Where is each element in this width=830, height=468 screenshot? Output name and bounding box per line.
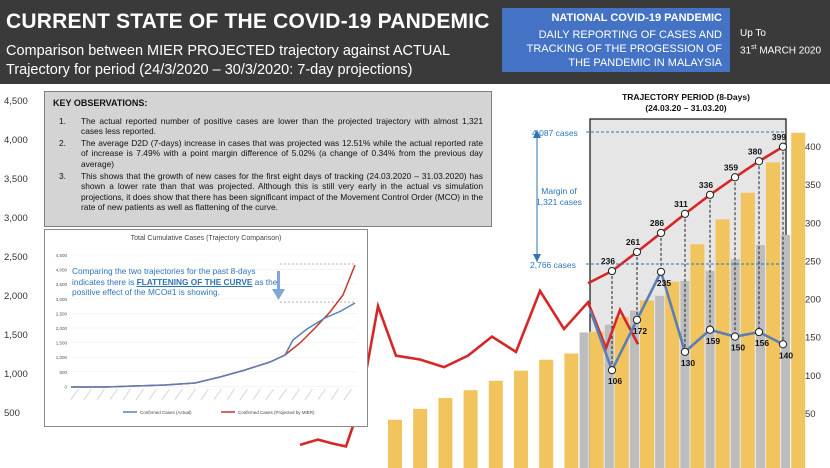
projected-marker — [681, 210, 688, 217]
up-to-label: Up To — [740, 28, 766, 39]
right-tick-label: 50 — [805, 408, 816, 420]
projected-marker — [633, 248, 640, 255]
projected-marker — [608, 267, 615, 274]
key-observations-box — [44, 91, 492, 227]
up-to-month: MARCH 2020 — [756, 45, 822, 57]
left-tick-label: 3,000 — [4, 213, 28, 224]
projected-data-label: 286 — [649, 217, 665, 228]
inset-x-tick — [175, 389, 182, 400]
inset-y-tick: 2,500 — [55, 311, 67, 317]
inset-note-pre: Comparing the two trajectories for the past 8-days indicates there is — [72, 266, 256, 287]
left-tick-label: 4,500 — [4, 96, 28, 107]
projected-marker — [755, 158, 762, 165]
inset-note — [72, 266, 278, 298]
projected-marker — [706, 191, 713, 198]
left-tick-label: 2,000 — [4, 291, 28, 302]
projected-cases-bar — [564, 354, 578, 468]
inset-x-tick — [292, 389, 299, 400]
inset-y-tick: 0 — [64, 384, 67, 390]
inset-x-tick — [240, 389, 247, 400]
left-tick-label: 1,500 — [4, 330, 28, 341]
observation-text: The actual reported number of positive cases are lower than the projected trajectory with almost 1,321 cases less reported. — [81, 116, 483, 137]
left-tick-label: 1,000 — [4, 369, 28, 380]
inset-title: Total Cumulative Cases (Trajectory Comparison) — [130, 235, 282, 242]
inset-y-tick: 500 — [59, 369, 67, 375]
inset-note-post: as the positive effect of the MCO#1 is showing. — [72, 276, 278, 297]
inset-trajectory-chart — [44, 229, 368, 427]
left-tick-label: 500 — [4, 408, 20, 419]
inset-x-tick — [149, 389, 156, 400]
right-tick-label: 350 — [805, 180, 821, 192]
up-to-suffix: st — [751, 44, 757, 51]
projected-marker — [657, 229, 664, 236]
right-tick-label: 100 — [805, 370, 821, 382]
actual-cases-bar — [580, 332, 589, 468]
projected-cases-bar — [791, 133, 805, 468]
inset-x-tick — [188, 389, 195, 400]
actual-data-label: 106 — [607, 376, 623, 387]
projected-data-label: 399 — [771, 131, 787, 142]
observation-text: The average D2D (7-days) increase in cases that was projected was 12.51% while the actual reported rate of increase is 7.49% with a point margin difference of 5.02% (a change of 0.34% from the previous day average) — [81, 138, 483, 169]
inset-x-tick — [279, 389, 286, 400]
actual-data-label: 172 — [632, 325, 648, 336]
subtitle-line-1: Comparison between MIER PROJECTED trajectory against ACTUAL — [6, 43, 451, 59]
projected-cases-bar — [590, 332, 604, 468]
actual-cases-bar — [731, 259, 740, 468]
margin-label: Margin of 1,321 cases — [536, 186, 582, 207]
right-tick-label: 150 — [805, 332, 821, 344]
actual-data-label: 156 — [754, 338, 770, 349]
left-axis — [4, 96, 28, 419]
actual-marker — [657, 268, 664, 275]
left-tick-label: 2,500 — [4, 252, 28, 263]
page-title: CURRENT STATE OF THE COVID-19 PANDEMIC — [6, 10, 490, 33]
actual-data-label: 130 — [680, 357, 696, 368]
observation-number: 2. — [59, 138, 66, 148]
inset-x-tick — [110, 389, 117, 400]
inset-actual-line — [71, 303, 355, 387]
inset-x-tick — [331, 389, 338, 400]
inset-x-tick — [201, 389, 208, 400]
projected-cases-bar — [388, 420, 402, 468]
actual-cases-bar — [756, 245, 765, 468]
actual-marker — [755, 328, 762, 335]
projected-cases-bar — [413, 409, 427, 468]
projected-data-label: 359 — [723, 162, 739, 173]
projected-marker — [731, 174, 738, 181]
subtitle-line-2: Trajectory for period (24/3/2020 – 30/3/2020: 7-day projections) — [6, 62, 413, 78]
projected-cases-bar — [741, 193, 755, 468]
actual-cases-bar — [655, 296, 664, 468]
right-tick-label: 400 — [805, 142, 821, 153]
actual-marker — [681, 348, 688, 355]
inset-y-tick: 4,000 — [55, 267, 67, 273]
inset-y-tick: 1,000 — [55, 355, 67, 361]
actual-data-label: 140 — [778, 350, 794, 361]
projected-marker — [779, 143, 786, 150]
observation-number: 1. — [59, 116, 66, 126]
inset-plot — [45, 230, 367, 426]
right-axis — [805, 142, 821, 420]
inset-x-tick — [344, 389, 351, 400]
projected-cases-bar — [464, 390, 478, 468]
inset-x-axis — [71, 389, 351, 400]
projected-cases-bar — [514, 371, 528, 468]
inset-x-tick — [71, 389, 78, 400]
inset-x-tick — [162, 389, 169, 400]
projected-cases-bar — [539, 360, 553, 468]
projected-cases-bar — [766, 162, 780, 468]
inset-x-tick — [84, 389, 91, 400]
projected-cases-bar — [690, 244, 704, 468]
right-tick-label: 300 — [805, 218, 821, 230]
projected-cases-bar — [438, 398, 452, 468]
up-to-day: 31 — [740, 45, 752, 57]
actual-marker — [731, 333, 738, 340]
inset-x-tick — [227, 389, 234, 400]
inset-note-emphasis: FLATTENING OF THE CURVE — [136, 276, 253, 287]
observations-heading: KEY OBSERVATIONS: — [53, 98, 148, 108]
observation-number: 3. — [59, 171, 66, 181]
report-info-box — [502, 8, 730, 72]
inset-x-tick — [318, 389, 325, 400]
actual-data-label: 159 — [705, 335, 721, 346]
right-tick-label: 200 — [805, 294, 821, 306]
projected-data-label: 311 — [674, 198, 688, 209]
projected-data-label: 336 — [698, 179, 714, 190]
inset-y-tick: 2,000 — [55, 326, 67, 331]
inset-y-tick: 4,500 — [55, 253, 67, 258]
projected-data-label: 380 — [747, 146, 763, 157]
inset-x-tick — [305, 389, 312, 400]
trajectory-period-title — [588, 92, 784, 114]
header-banner — [0, 0, 830, 84]
inset-y-tick: 3,000 — [55, 296, 67, 302]
bottom-cases-label: 2,766 cases — [530, 260, 576, 270]
inset-x-tick — [266, 389, 273, 400]
report-box-text: DAILY REPORTING OF CASES AND TRACKING OF THE PROGESSION OF THE PANDEMIC IN MALAYSIA — [526, 29, 722, 69]
projected-cases-bar — [489, 381, 503, 468]
top-cases-label: 4,087 cases — [532, 128, 578, 138]
left-tick-label: 4,000 — [4, 135, 28, 146]
observation-text: This shows that the growth of new cases for the first eight days of tracking (24.03.2020 – 31.03.2020) has shown a lower rate than that was projected. Although this is still very early in the actual vs simulation projections, it does show that there has been significant impact of the Movement Control Order (MCO) in the rate of new patients as well as flattening of the curve. — [81, 171, 483, 213]
trajectory-title: TRAJECTORY PERIOD (8-Days) — [622, 92, 750, 102]
legend-actual-label: Confirmed Cases (Actual) — [140, 410, 192, 415]
left-tick-label: 3,500 — [4, 174, 28, 185]
actual-marker — [779, 341, 786, 348]
actual-marker — [706, 326, 713, 333]
projected-data-label: 236 — [600, 256, 616, 267]
actual-data-label: 150 — [730, 342, 746, 353]
trajectory-dates: (24.03.20 – 31.03.20) — [645, 103, 727, 113]
projected-data-label: 261 — [625, 236, 641, 247]
inset-x-tick — [253, 389, 260, 400]
actual-marker — [608, 367, 615, 374]
inset-x-tick — [97, 389, 104, 400]
actual-data-label: 235 — [656, 277, 672, 288]
inset-x-tick — [136, 389, 143, 400]
up-to-date-line — [740, 41, 830, 58]
inset-x-tick — [123, 389, 130, 400]
actual-marker — [633, 316, 640, 323]
legend-projected-label: Confirmed Cases (Projected by MIER) — [238, 410, 315, 415]
inset-x-tick — [214, 389, 221, 400]
right-tick-label: 250 — [805, 256, 821, 268]
inset-y-tick: 3,500 — [55, 282, 67, 288]
inset-y-tick: 1,500 — [55, 340, 67, 346]
report-box-title: NATIONAL COVID-19 PANDEMIC — [551, 12, 722, 24]
up-to-date — [740, 27, 830, 58]
